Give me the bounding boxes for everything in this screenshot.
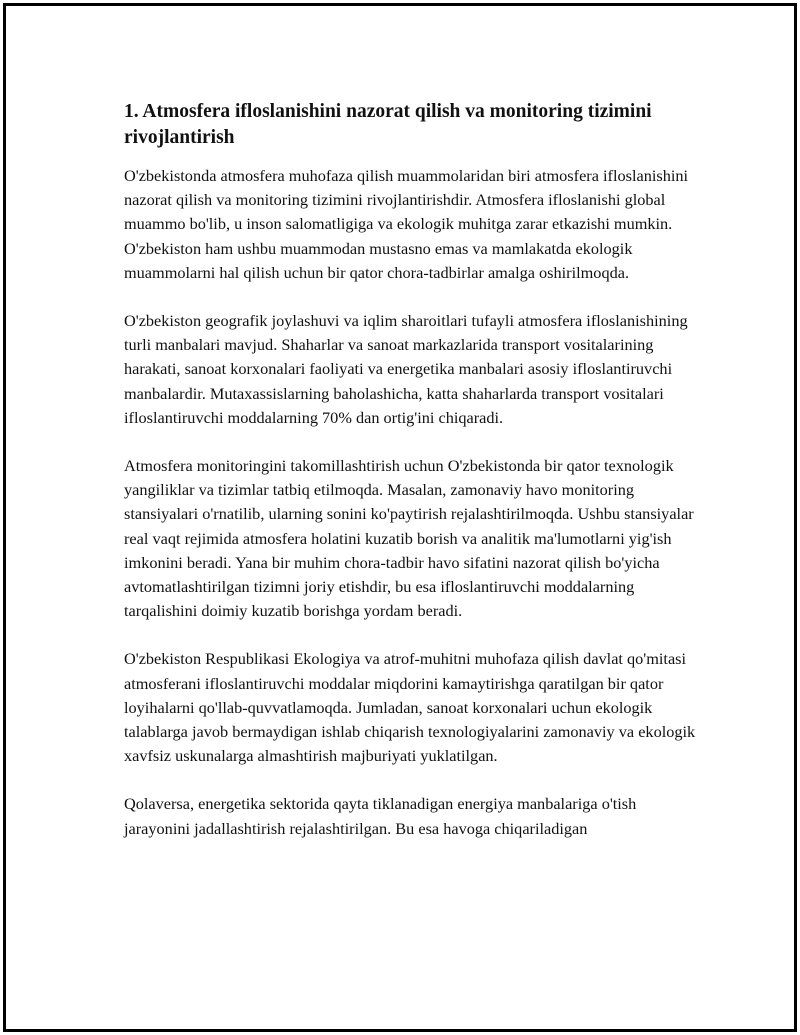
document-body	[124, 99, 704, 865]
paragraph-5: Qolaversa, energetika sektorida qayta tiklanadigan energiya manbalariga o'tish jarayonini jadallashtirish rejalashtirilgan. Bu esa havoga chiqariladigan	[124, 794, 637, 838]
paragraph-1: O'zbekistonda atmosfera muhofaza qilish muammolaridan biri atmosfera ifloslanishini nazorat qilish va monitoring tizimini rivojlantirishdir. Atmosfera ifloslanishi global muammo bo'lib, u inson salomatligiga va ekologik muhitga zarar etkazishi mumkin. O'zbekiston ham ushbu muammodan mustasno emas va mamlakatda ekologik muammolarni hal qilish uchun bir qator chora-tadbirlar amalga oshirilmoqda.	[124, 166, 689, 282]
paragraph-2: O'zbekiston geografik joylashuvi va iqlim sharoitlari tufayli atmosfera ifloslanishining turli manbalari mavjud. Shaharlar va sanoat markazlarida transport vositalarining harakati, sanoat korxonalari faoliyati va energetika manbalari asosiy ifloslantiruvchi manbalardir. Mutaxassislarning baholashicha, katta shaharlarda transport vositalari ifloslantiruvchi moddalarning 70% dan ortig'ini chiqaradi.	[124, 311, 688, 427]
page-frame	[3, 3, 797, 1032]
section-heading: 1. Atmosfera ifloslanishini nazorat qilish va monitoring tizimini rivojlantirish	[124, 101, 652, 148]
paragraph-4: O'zbekiston Respublikasi Ekologiya va atrof-muhitni muhofaza qilish davlat qo'mitasi atmosferani ifloslantiruvchi moddalar miqdorini kamaytirishga qaratilgan bir qator loyihalarni qo'llab-quvvatlamoqda. Jumladan, sanoat korxonalari uchun ekologik talablarga javob bermaydigan ishlab chiqarish texnologiyalarini zamonaviy va ekologik xavfsiz uskunalarga almashtirish majburiyati yuklatilgan.	[124, 649, 696, 766]
paragraph-3: Atmosfera monitoringini takomillashtirish uchun O'zbekistonda bir qator texnologik yangiliklar va tizimlar tatbiq etilmoqda. Masalan, zamonaviy havo monitoring stansiyalari o'rnatilib, ularning sonini ko'paytirish rejalashtirilmoqda. Ushbu stansiyalar real vaqt rejimida atmosfera holatini kuzatib borish va analitik ma'lumotlarni yig'ish imkonini beradi. Yana bir muhim chora-tadbir havo sifatini nazorat qilish bo'yicha avtomatlashtirilgan tizimni joriy etishdir, bu esa ifloslantiruvchi moddalarning tarqalishini doimiy kuzatib borishga yordam beradi.	[124, 456, 694, 621]
